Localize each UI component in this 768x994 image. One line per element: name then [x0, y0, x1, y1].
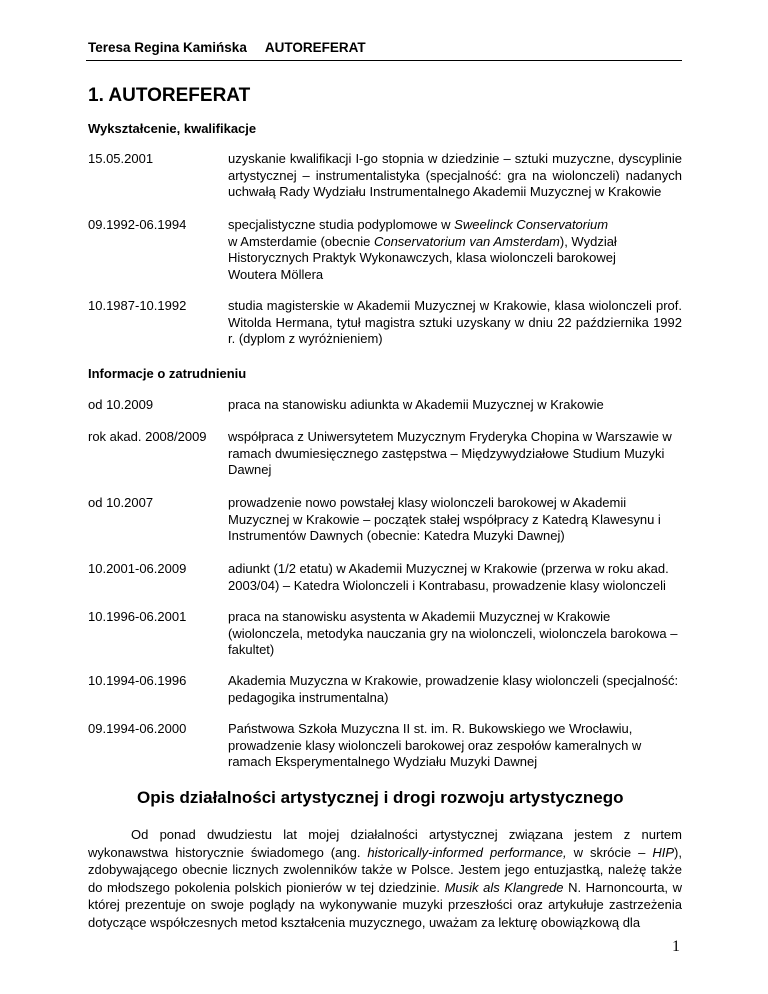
entry-date: od 10.2009 [88, 397, 154, 412]
entry-text: specjalistyczne studia podyplomowe w Sweelinck Conservatorium w Amsterdamie (obecnie Conservatorium van Amsterdam), Wydział Historycznych Praktyk Wykonawczych, klasa wiolonczeli barokowej Woutera Möllera [228, 217, 617, 282]
education-heading: Wykształcenie, kwalifikacje [88, 121, 257, 136]
section-title: 1. AUTOREFERAT [88, 85, 251, 106]
entry-text: Państwowa Szkoła Muzyczna II st. im. R. Bukowskiego we Wrocławiu, prowadzenie klasy wiolonczeli barokowej oraz zespołów kameralnych w ramach Eksperymentalnego Wydziału Muzyki Dawnej [228, 721, 642, 769]
entry-text: uzyskanie kwalifikacji I-go stopnia w dziedzinie – sztuki muzyczne, dyscyplinie artystycznej – instrumentalistyka (specjalność: gra na wiolonczeli) nadanych uchwałą Rady Wydziału Instrumentalnego Akademii Muzycznej w Krakowie [228, 151, 682, 199]
entry-text: adiunkt (1/2 etatu) w Akademii Muzycznej w Krakowie (przerwa w roku akad. 2003/04) – Katedra Wiolonczeli i Kontrabasu, prowadzenie klasy wiolonczeli [228, 561, 669, 593]
entry-date: rok akad. 2008/2009 [88, 429, 207, 444]
header-author: Teresa Regina Kamińska [88, 40, 247, 55]
entry-date: 10.1987-10.1992 [88, 298, 187, 313]
activity-paragraph: Od ponad dwudziestu lat mojej działalności artystycznej związana jestem z nurtem wykonawstwa historycznie świadomego (ang. historically-informed performance, w skrócie – HIP), zdobywającego obecnie licznych zwolenników także w Polsce. Jestem jego entuzjastką, należę także do młodszego pokolenia polskich pionierów w tej dziedzinie. Musik als Klangrede N. Harnoncourta, w której prezentuje on swoje poglądy na wykonywanie muzyki przeszłości oraz artykułuje zastrzeżenia dotyczące współczesnych metod kształcenia muzycznego, uważam za lekturę obowiązkową dla [88, 827, 682, 930]
entry-text: prowadzenie nowo powstałej klasy wiolonczeli barokowej w Akademii Muzycznej w Krakowie – początek stałej współpracy z Katedrą Klawesynu i Instrumentów Dawnych (obecnie: Katedra Muzyki Dawnej) [228, 495, 661, 543]
entry-date: 10.2001-06.2009 [88, 561, 187, 576]
header-rule [86, 60, 682, 61]
entry-text: współpraca z Uniwersytetem Muzycznym Fryderyka Chopina w Warszawie w ramach dwumiesięcznego zastępstwa – Międzywydziałowe Studium Muzyki Dawnej [228, 429, 672, 477]
entry-date: od 10.2007 [88, 495, 154, 510]
entry-date: 15.05.2001 [88, 151, 154, 166]
entry-date: 09.1992-06.1994 [88, 217, 187, 232]
entry-text: praca na stanowisku asystenta w Akademii Muzycznej w Krakowie (wiolonczela, metodyka nauczania gry na wiolonczeli, wiolonczela barokowa – fakultet) [228, 609, 678, 657]
employment-heading: Informacje o zatrudnieniu [88, 366, 247, 381]
entry-text: Akademia Muzyczna w Krakowie, prowadzenie klasy wiolonczeli (specjalność: pedagogika instrumentalna) [228, 673, 679, 705]
activity-heading: Opis działalności artystycznej i drogi rozwoju artystycznego [137, 788, 624, 807]
running-header [88, 40, 366, 55]
entry-date: 09.1994-06.2000 [88, 721, 187, 736]
header-title: AUTOREFERAT [264, 40, 366, 55]
entry-date: 10.1994-06.1996 [88, 673, 187, 688]
entry-text: praca na stanowisku adiunkta w Akademii Muzycznej w Krakowie [228, 397, 604, 412]
entry-text: studia magisterskie w Akademii Muzycznej w Krakowie, klasa wiolonczeli prof. Witolda Hermana, tytuł magistra sztuki uzyskany w dniu 22 października 1992 r. (dyplom z wyróżnieniem) [228, 298, 682, 346]
page-number: 1 [672, 938, 680, 955]
entry-date: 10.1996-06.2001 [88, 609, 187, 624]
